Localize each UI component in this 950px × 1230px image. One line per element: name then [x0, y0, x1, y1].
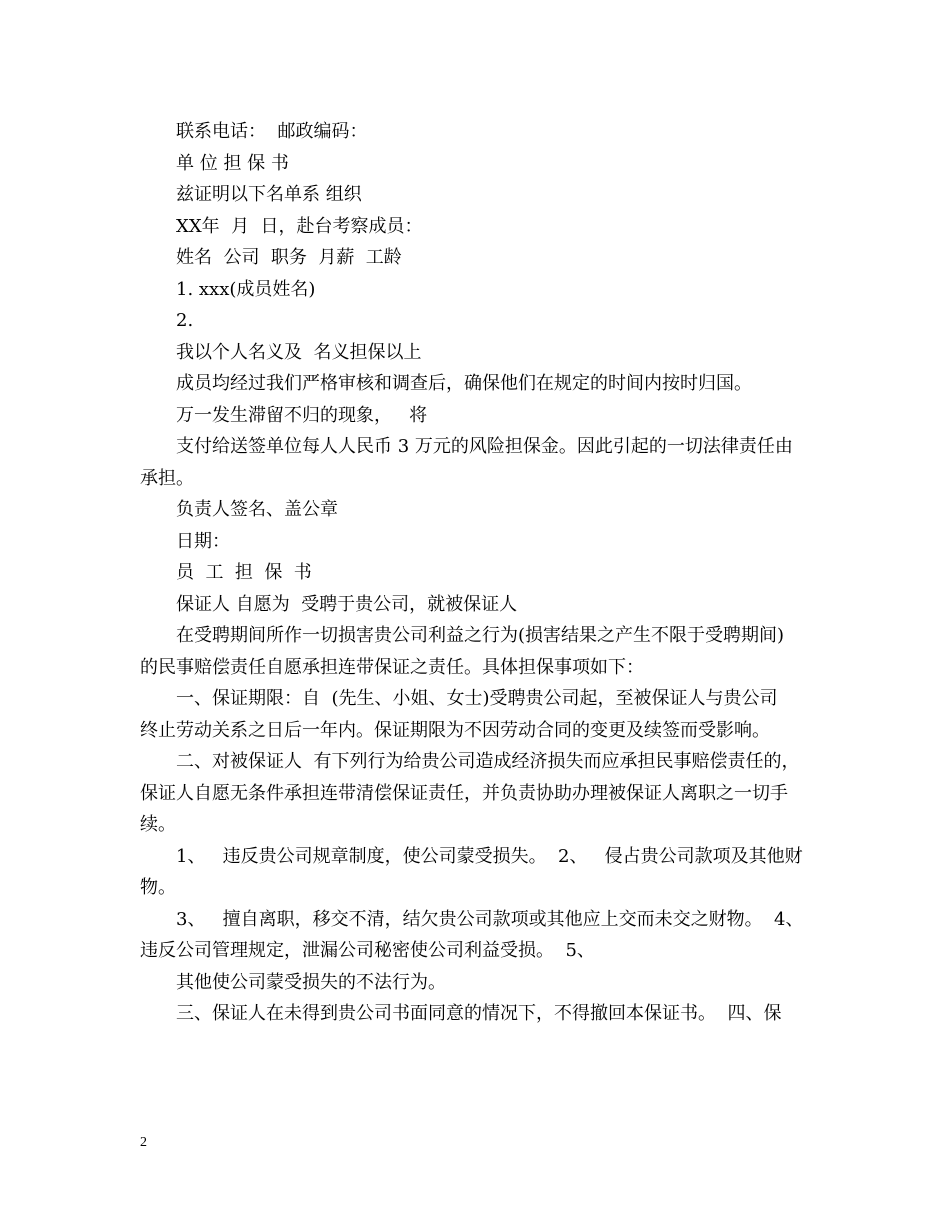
text-line: 支付给送签单位每人人民币 3 万元的风险担保金。因此引起的一切法律责任由: [176, 436, 793, 457]
text-line: 兹证明以下名单系 组织: [176, 184, 362, 205]
text-line: XX年 月 日，赴台考察成员：: [176, 215, 423, 237]
text-line: 违反公司管理规定，泄漏公司秘密使公司利益受损。 5、: [140, 940, 595, 961]
text-line: 物。: [140, 877, 176, 898]
document-body: [140, 116, 812, 1030]
text-line: 单 位 担 保 书: [176, 152, 289, 174]
page-number: 2: [140, 1135, 147, 1150]
text-line: 的民事赔偿责任自愿承担连带保证之责任。具体担保事项如下：: [140, 656, 644, 678]
text-line: 二、对被保证人 有下列行为给贵公司造成经济损失而应承担民事赔偿责任的，: [176, 751, 800, 772]
text-line: 保证人自愿无条件承担连带清偿保证责任，并负责协助办理被保证人离职之一切手: [140, 782, 788, 804]
text-line: 1. xxx(成员姓名): [176, 278, 316, 300]
text-line: 在受聘期间所作一切损害贵公司利益之行为(损害结果之产生不限于受聘期间): [176, 625, 785, 646]
text-line: 成员均经过我们严格审核和调查后，确保他们在规定的时间内按时归国。: [176, 373, 752, 394]
text-line: 终止劳动关系之日后一年内。保证期限为不因劳动合同的变更及续签而受影响。: [140, 719, 770, 741]
text-line: 我以个人名义及 名义担保以上: [176, 341, 422, 363]
text-line: 员 工 担 保 书: [176, 562, 312, 583]
text-line: 承担。: [140, 467, 194, 489]
text-line: 姓名 公司 职务 月薪 工龄: [176, 247, 402, 268]
text-line: 一、保证期限：自 (先生、小姐、女士)受聘贵公司起，至被保证人与贵公司: [176, 688, 778, 709]
text-line: 其他使公司蒙受损失的不法行为。: [176, 971, 446, 993]
text-line: 保证人 自愿为 受聘于贵公司，就被保证人: [176, 593, 518, 615]
text-line: 日期：: [176, 530, 230, 552]
text-line: 万一发生滞留不归的现象， 将: [176, 404, 428, 426]
text-line: 1、 违反贵公司规章制度，使公司蒙受损失。 2、 侵占贵公司款项及其他财: [176, 845, 803, 867]
text-line: 联系电话： 邮政编码：: [176, 121, 368, 142]
text-line: 2.: [176, 310, 194, 331]
text-line: 负责人签名、盖公章: [176, 499, 338, 520]
text-line: 3、 擅自离职，移交不清，结欠贵公司款项或其他应上交而未交之财物。 4、: [176, 908, 804, 930]
text-line: 三、保证人在未得到贵公司书面同意的情况下，不得撤回本保证书。 四、保: [176, 1003, 782, 1024]
text-line: 续。: [140, 814, 176, 835]
